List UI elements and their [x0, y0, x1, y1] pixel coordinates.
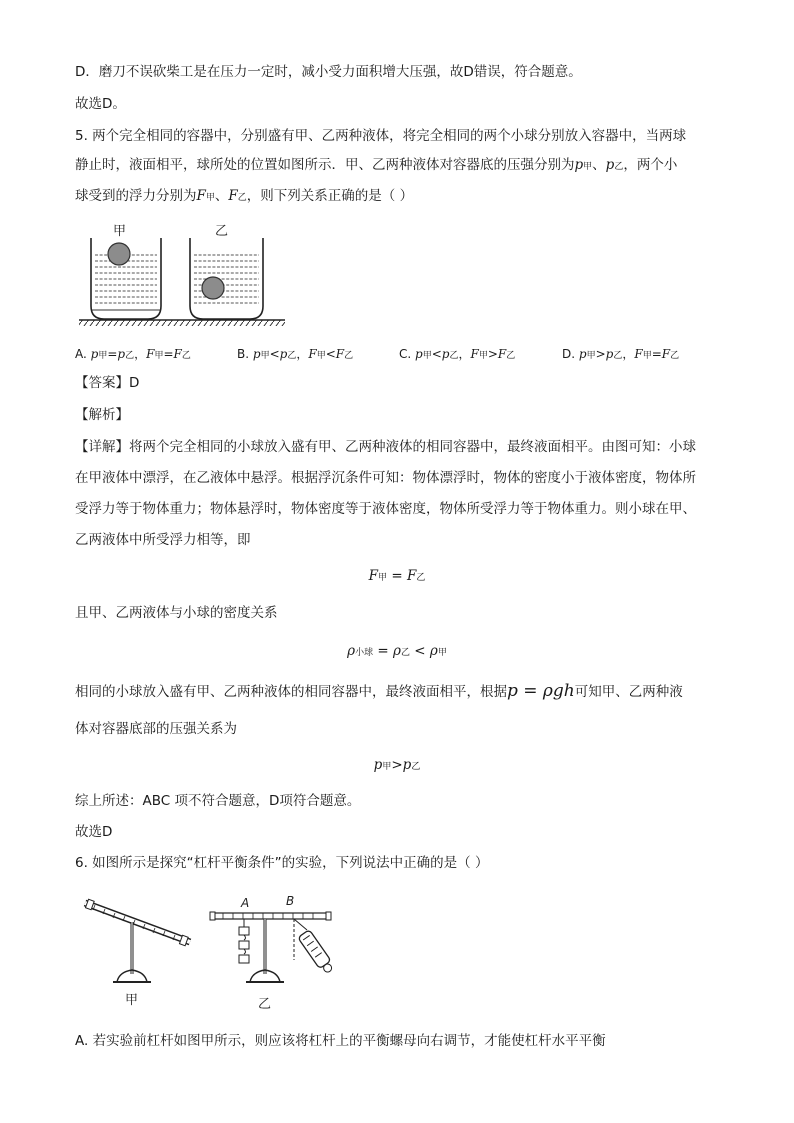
figure-q5-containers [75, 218, 295, 328]
label-yi-q6: 乙 [258, 997, 272, 1012]
label-jia-q6: 甲 [125, 993, 139, 1008]
detail-line-3: 受浮力等于物体重力；物体悬浮时，物体密度等于液体密度，物体所受浮力等于物体重力。则小球在甲、 [75, 501, 696, 517]
option-d-explanation: D．磨刀不误砍柴工是在压力一定时，减小受力面积增大压强，故D错误，符合题意。 [75, 64, 582, 80]
choose-answer-d: 故选D。 [75, 96, 126, 112]
container-yi [190, 238, 263, 319]
ground-hatch [79, 320, 285, 326]
figure-q6-lever [75, 870, 345, 1020]
q6-option-a[interactable]: A. 若实验前杠杆如图甲所示，则应该将杠杆上的平衡螺母向右调节，才能使杠杆水平平衡 [75, 1033, 606, 1049]
detail-line-1: 【详解】将两个完全相同的小球放入盛有甲、乙两种液体的相同容器中，最终液面相平。由图可知：小球 [75, 439, 696, 455]
detail-line-2: 在甲液体中漂浮，在乙液体中悬浮。根据浮沉条件可知：物体漂浮时，物体的密度小于液体密度，物体所 [75, 470, 696, 486]
label-jia: 甲 [113, 224, 127, 239]
pressure-formula: p = ρgh [507, 681, 575, 701]
choose-answer-d-2: 故选D [75, 824, 113, 840]
q5-option-c[interactable]: C. p甲<p乙，F甲>F乙 [399, 347, 516, 361]
question-5-line-1: 5. 两个完全相同的容器中，分别盛有甲、乙两种液体，将完全相同的两个小球分别放入容器中，当两球 [75, 128, 687, 144]
answer-label: 【答案】D [75, 375, 140, 391]
analysis-label: 【解析】 [75, 407, 129, 423]
question-5-line-2: 静止时，液面相平，球所处的位置如图所示．甲、乙两种液体对容器底的压强分别为p甲、p乙，两个小 [75, 157, 678, 173]
equation-pressure: p甲>p乙 [373, 757, 421, 773]
q5-option-d[interactable]: D. p甲>p乙，F甲=F乙 [562, 347, 680, 361]
summary-line: 综上所述：ABC 项不符合题意，D项符合题意。 [75, 793, 361, 809]
lever-yi [210, 894, 336, 1012]
label-yi: 乙 [215, 224, 229, 239]
ball-suspended [202, 277, 224, 299]
label-point-b: B [286, 894, 295, 908]
same-ball-line: 相同的小球放入盛有甲、乙两种液体的相同容器中，最终液面相平，根据p = ρgh可知甲、乙两种液 [75, 681, 683, 701]
question-6: 6. 如图所示是探究“杠杆平衡条件”的实验，下列说法中正确的是（ ） [75, 855, 489, 871]
equation-buoyancy: F甲 = F乙 [368, 568, 426, 584]
container-jia [91, 238, 161, 319]
pressure-intro: 体对容器底部的压强关系为 [75, 721, 237, 737]
q5-option-b[interactable]: B. p甲<p乙，F甲<F乙 [237, 347, 354, 361]
question-5-line-3: 球受到的浮力分别为F甲、F乙，则下列关系正确的是（ ） [75, 188, 414, 204]
detail-line-4: 乙两液体中所受浮力相等，即 [75, 532, 251, 548]
density-intro: 且甲、乙两液体与小球的密度关系 [75, 605, 278, 621]
label-point-a: A [241, 896, 250, 910]
q5-option-a[interactable]: A. p甲=p乙，F甲=F乙 [75, 347, 191, 361]
ball-floating [108, 243, 130, 265]
equation-density: ρ小球 = ρ乙 < ρ甲 [347, 643, 447, 659]
lever-jia [85, 899, 190, 1008]
